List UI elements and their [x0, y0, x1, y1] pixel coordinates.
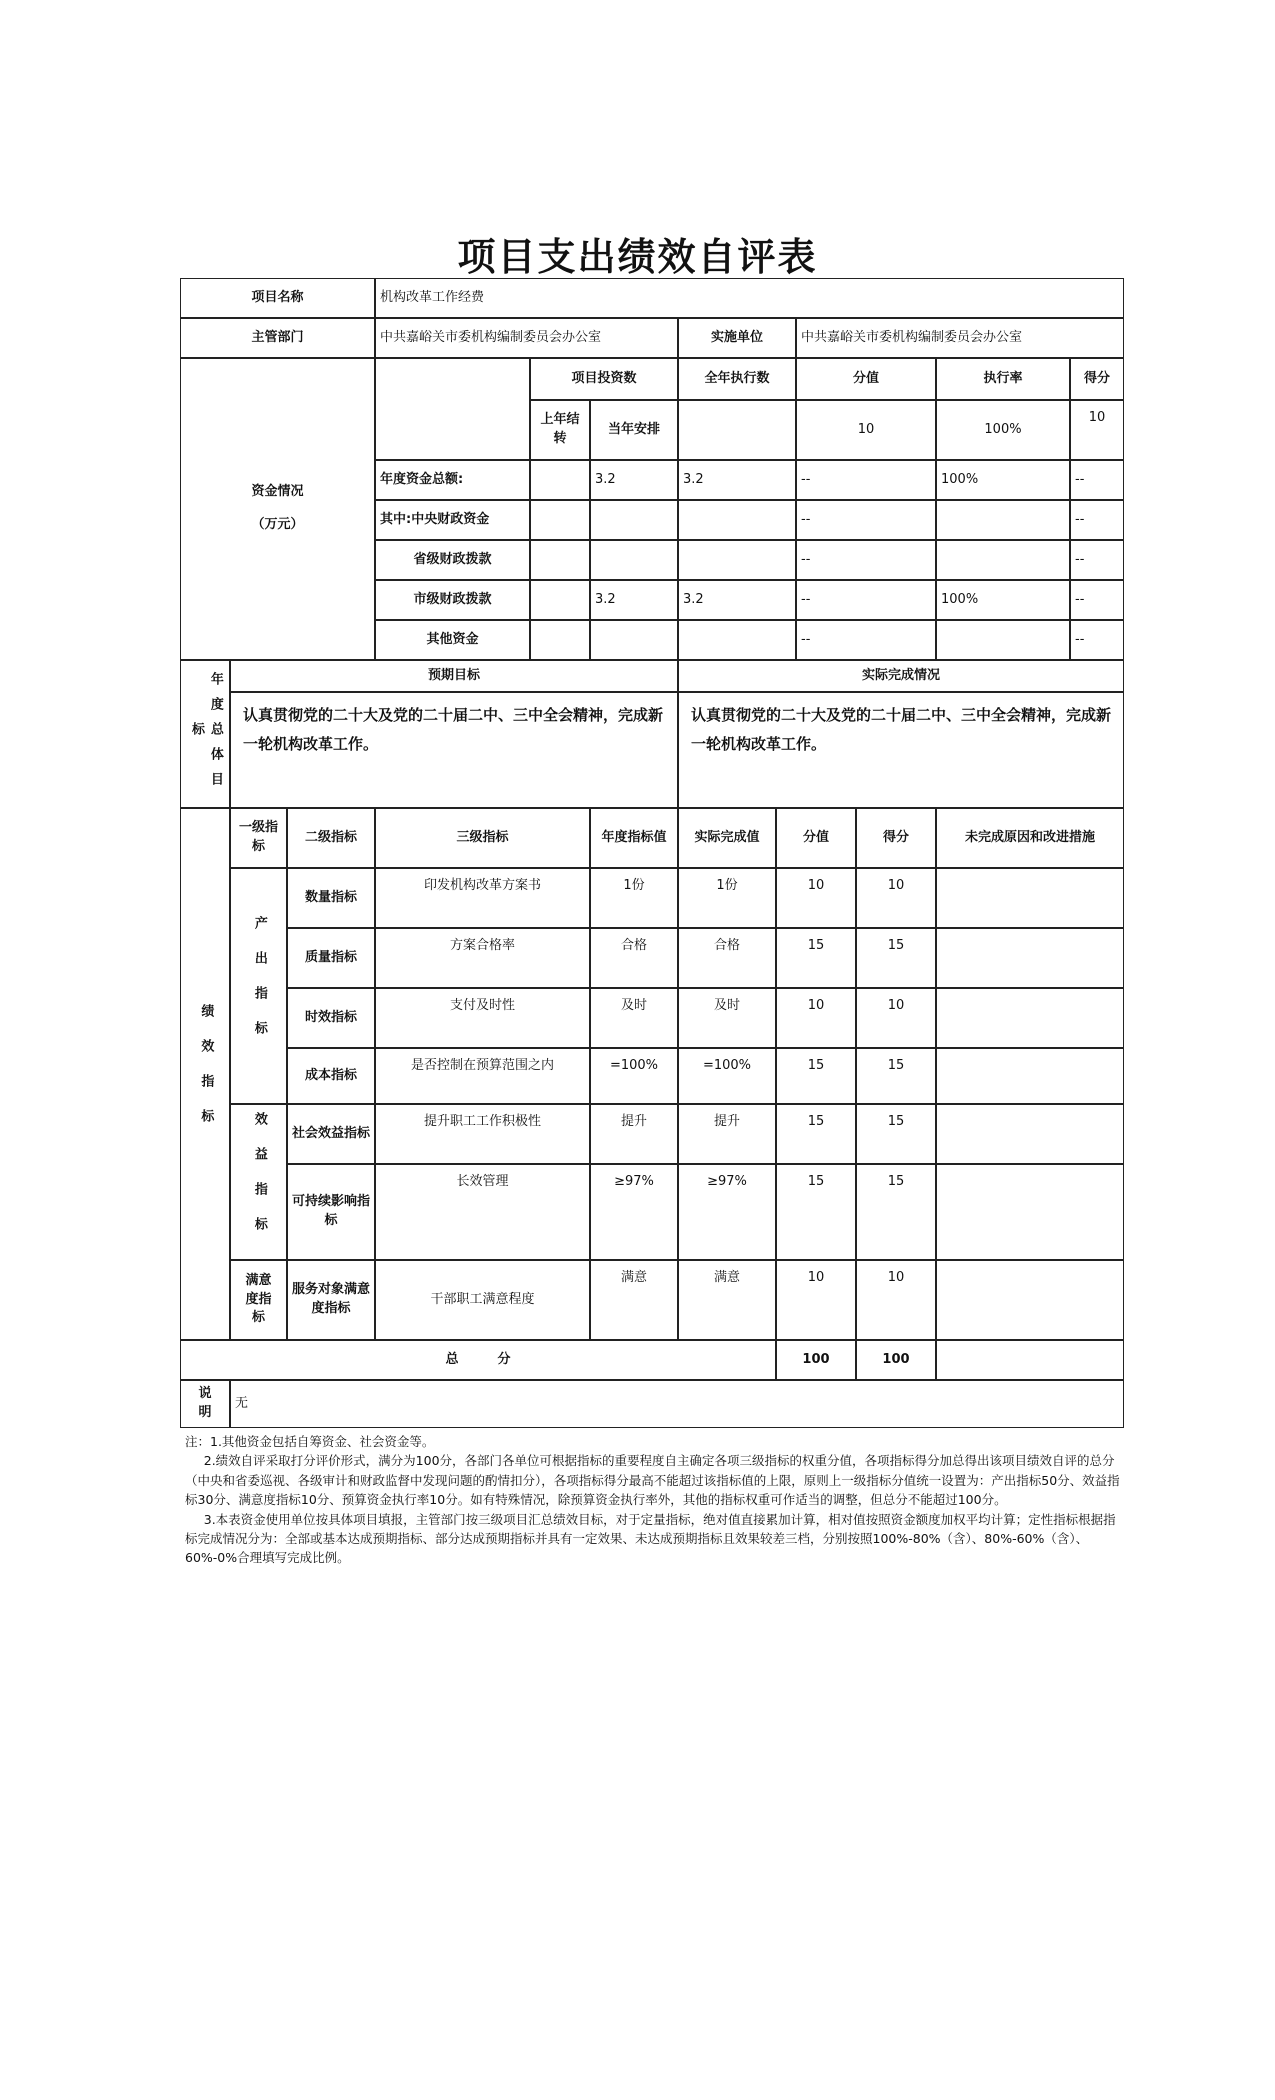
indicator-level2: 社会效益指标	[287, 1104, 375, 1164]
fund-row-label: 其他资金	[375, 620, 530, 660]
indicator-score-value: 10	[776, 988, 856, 1048]
indicator-level3: 干部职工满意程度	[375, 1260, 590, 1340]
header-level3: 三级指标	[375, 808, 590, 868]
fund-row-score: --	[1070, 580, 1124, 620]
expected-goal-text: 认真贯彻党的二十大及党的二十届二中、三中全会精神，完成新一轮机构改革工作。	[230, 692, 678, 808]
indicator-target: =100%	[590, 1048, 678, 1104]
indicator-level3: 印发机构改革方案书	[375, 868, 590, 928]
header-actual-value: 实际完成值	[678, 808, 776, 868]
header-ind-score: 得分	[856, 808, 936, 868]
indicator-level2: 成本指标	[287, 1048, 375, 1104]
fund-row-score-value: --	[796, 540, 936, 580]
indicator-reason	[936, 1048, 1124, 1104]
fund-row-rate	[936, 540, 1070, 580]
indicator-score: 10	[856, 868, 936, 928]
header-prev-year: 上年结转	[530, 400, 590, 460]
funds-label: 资金情况	[251, 484, 304, 500]
fund-row-rate	[936, 620, 1070, 660]
indicator-level3: 方案合格率	[375, 928, 590, 988]
fund-row-label: 其中:中央财政资金	[375, 500, 530, 540]
fund-row-score: --	[1070, 620, 1124, 660]
remarks-label: 说明	[180, 1380, 230, 1428]
project-name-label: 项目名称	[180, 278, 375, 318]
implementing-unit-label: 实施单位	[678, 318, 796, 358]
header-executed: 全年执行数	[678, 358, 796, 400]
header-investment: 项目投资数	[530, 358, 678, 400]
indicator-level2: 质量指标	[287, 928, 375, 988]
fund-row-prev	[530, 620, 590, 660]
header-ind-score-value: 分值	[776, 808, 856, 868]
implementing-unit-value: 中共嘉峪关市委机构编制委员会办公室	[796, 318, 1124, 358]
funds-exec-rate: 100%	[936, 400, 1070, 460]
fund-row-score: --	[1070, 460, 1124, 500]
indicator-actual: 1份	[678, 868, 776, 928]
fund-row-prev	[530, 540, 590, 580]
self-evaluation-table	[180, 278, 1124, 1428]
fund-row-current	[590, 620, 678, 660]
goals-section-text: 年度总体目标	[189, 671, 223, 797]
fund-row-label: 市级财政拨款	[375, 580, 530, 620]
supervising-dept-label: 主管部门	[180, 318, 375, 358]
funds-score: 10	[1070, 400, 1124, 460]
indicator-score-value: 15	[776, 1048, 856, 1104]
fund-row-prev	[530, 580, 590, 620]
fund-row-current: 3.2	[590, 580, 678, 620]
indicator-level3: 支付及时性	[375, 988, 590, 1048]
indicator-score-value: 15	[776, 928, 856, 988]
fund-row-executed: 3.2	[678, 580, 796, 620]
group-benefit	[230, 1104, 287, 1260]
indicator-target: 及时	[590, 988, 678, 1048]
fund-row-label: 省级财政拨款	[375, 540, 530, 580]
fund-row-score: --	[1070, 500, 1124, 540]
fund-row-score-value: --	[796, 500, 936, 540]
indicator-reason	[936, 868, 1124, 928]
total-score: 100	[856, 1340, 936, 1380]
header-reason: 未完成原因和改进措施	[936, 808, 1124, 868]
header-executed-blank	[678, 400, 796, 460]
fund-row-executed: 3.2	[678, 460, 796, 500]
indicator-score: 10	[856, 1260, 936, 1340]
header-annual-target: 年度指标值	[590, 808, 678, 868]
fund-row-current	[590, 540, 678, 580]
header-score-value: 分值	[796, 358, 936, 400]
fund-row-score-value: --	[796, 460, 936, 500]
footnote-3: 3.本表资金使用单位按具体项目填报，主管部门按三级项目汇总绩效目标，对于定量指标，绝对值直接累加计算，相对值按照资金额度加权平均计算；定性指标根据指标完成情况分为：全部或基本达成预期指标、部分达成预期指标并具有一定效果、未达成预期指标且效果较差三档，分别按照100%-80%（含）、80%-60%（含）、60%-0%合理填写完成比例。	[185, 1511, 1116, 1566]
fund-row-prev	[530, 460, 590, 500]
indicator-level2: 数量指标	[287, 868, 375, 928]
indicator-actual: 提升	[678, 1104, 776, 1164]
header-level2: 二级指标	[287, 808, 375, 868]
project-name-value: 机构改革工作经费	[375, 278, 1124, 318]
indicator-level2: 服务对象满意度指标	[287, 1260, 375, 1340]
group-output-text: 产出指标	[251, 916, 267, 1056]
indicator-score-value: 10	[776, 868, 856, 928]
group-benefit-text: 效益指标	[251, 1112, 267, 1252]
indicator-level2: 可持续影响指标	[287, 1164, 375, 1260]
header-level1: 一级指标	[230, 808, 287, 868]
group-satisfaction: 满意度指标	[230, 1260, 287, 1340]
indicator-target: 合格	[590, 928, 678, 988]
indicators-section-text: 绩效指标	[198, 1004, 214, 1144]
indicator-reason	[936, 1260, 1124, 1340]
fund-row-score-value: --	[796, 580, 936, 620]
indicator-reason	[936, 1164, 1124, 1260]
indicators-section-label	[180, 808, 230, 1340]
indicator-target: 1份	[590, 868, 678, 928]
actual-result-label: 实际完成情况	[678, 660, 1124, 692]
indicator-actual: 满意	[678, 1260, 776, 1340]
fund-row-executed	[678, 540, 796, 580]
indicator-reason	[936, 928, 1124, 988]
indicator-reason	[936, 988, 1124, 1048]
indicator-target: ≥97%	[590, 1164, 678, 1260]
funds-header-corner	[375, 358, 530, 460]
expected-goal-label: 预期目标	[230, 660, 678, 692]
indicator-score: 15	[856, 1164, 936, 1260]
fund-row-executed	[678, 620, 796, 660]
indicator-target: 提升	[590, 1104, 678, 1164]
indicator-actual: 及时	[678, 988, 776, 1048]
funds-score-value: 10	[796, 400, 936, 460]
goals-section-label	[180, 660, 230, 808]
indicator-target: 满意	[590, 1260, 678, 1340]
indicator-score: 15	[856, 928, 936, 988]
indicator-score: 15	[856, 1104, 936, 1164]
indicator-score-value: 15	[776, 1104, 856, 1164]
indicator-reason	[936, 1104, 1124, 1164]
remarks-value: 无	[230, 1380, 1124, 1428]
fund-row-score: --	[1070, 540, 1124, 580]
group-output	[230, 868, 287, 1104]
fund-row-rate	[936, 500, 1070, 540]
header-current-year: 当年安排	[590, 400, 678, 460]
fund-row-executed	[678, 500, 796, 540]
footnotes	[185, 1432, 1123, 1568]
supervising-dept-value: 中共嘉峪关市委机构编制委员会办公室	[375, 318, 678, 358]
footnote-2: 2.绩效自评采取打分评价形式，满分为100分，各部门各单位可根据指标的重要程度自主确定各项三级指标的权重分值，各项指标得分加总得出该项目绩效自评的总分（中央和省委巡视、各级审计和财政监督中发现问题的酌情扣分），各项指标得分最高不能超过该指标值的上限，原则上一级指标分值统一设置为：产出指标50分、效益指标30分、满意度指标10分、预算资金执行率10分。如有特殊情况，除预算资金执行率外，其他的指标权重可作适当的调整，但总分不能超过100分。	[185, 1453, 1120, 1508]
fund-row-current	[590, 500, 678, 540]
fund-row-rate: 100%	[936, 580, 1070, 620]
fund-row-score-value: --	[796, 620, 936, 660]
total-label: 总 分	[180, 1340, 776, 1380]
indicator-level2: 时效指标	[287, 988, 375, 1048]
indicator-level3: 长效管理	[375, 1164, 590, 1260]
fund-row-prev	[530, 500, 590, 540]
page-title: 项目支出绩效自评表	[457, 234, 818, 279]
total-reason	[936, 1340, 1124, 1380]
fund-row-label: 年度资金总额:	[375, 460, 530, 500]
header-exec-rate: 执行率	[936, 358, 1070, 400]
fund-row-rate: 100%	[936, 460, 1070, 500]
footnote-1: 注：1.其他资金包括自筹资金、社会资金等。	[185, 1434, 435, 1449]
total-score-value: 100	[776, 1340, 856, 1380]
indicator-score-value: 15	[776, 1164, 856, 1260]
indicator-level3: 提升职工工作积极性	[375, 1104, 590, 1164]
indicator-level3: 是否控制在预算范围之内	[375, 1048, 590, 1104]
header-score: 得分	[1070, 358, 1124, 400]
indicator-score-value: 10	[776, 1260, 856, 1340]
indicator-score: 15	[856, 1048, 936, 1104]
funds-unit: （万元）	[251, 517, 304, 532]
indicator-actual: 合格	[678, 928, 776, 988]
indicator-actual: =100%	[678, 1048, 776, 1104]
fund-row-current: 3.2	[590, 460, 678, 500]
actual-result-text: 认真贯彻党的二十大及党的二十届二中、三中全会精神，完成新一轮机构改革工作。	[678, 692, 1124, 808]
funds-section-label	[180, 358, 375, 660]
indicator-score: 10	[856, 988, 936, 1048]
indicator-actual: ≥97%	[678, 1164, 776, 1260]
